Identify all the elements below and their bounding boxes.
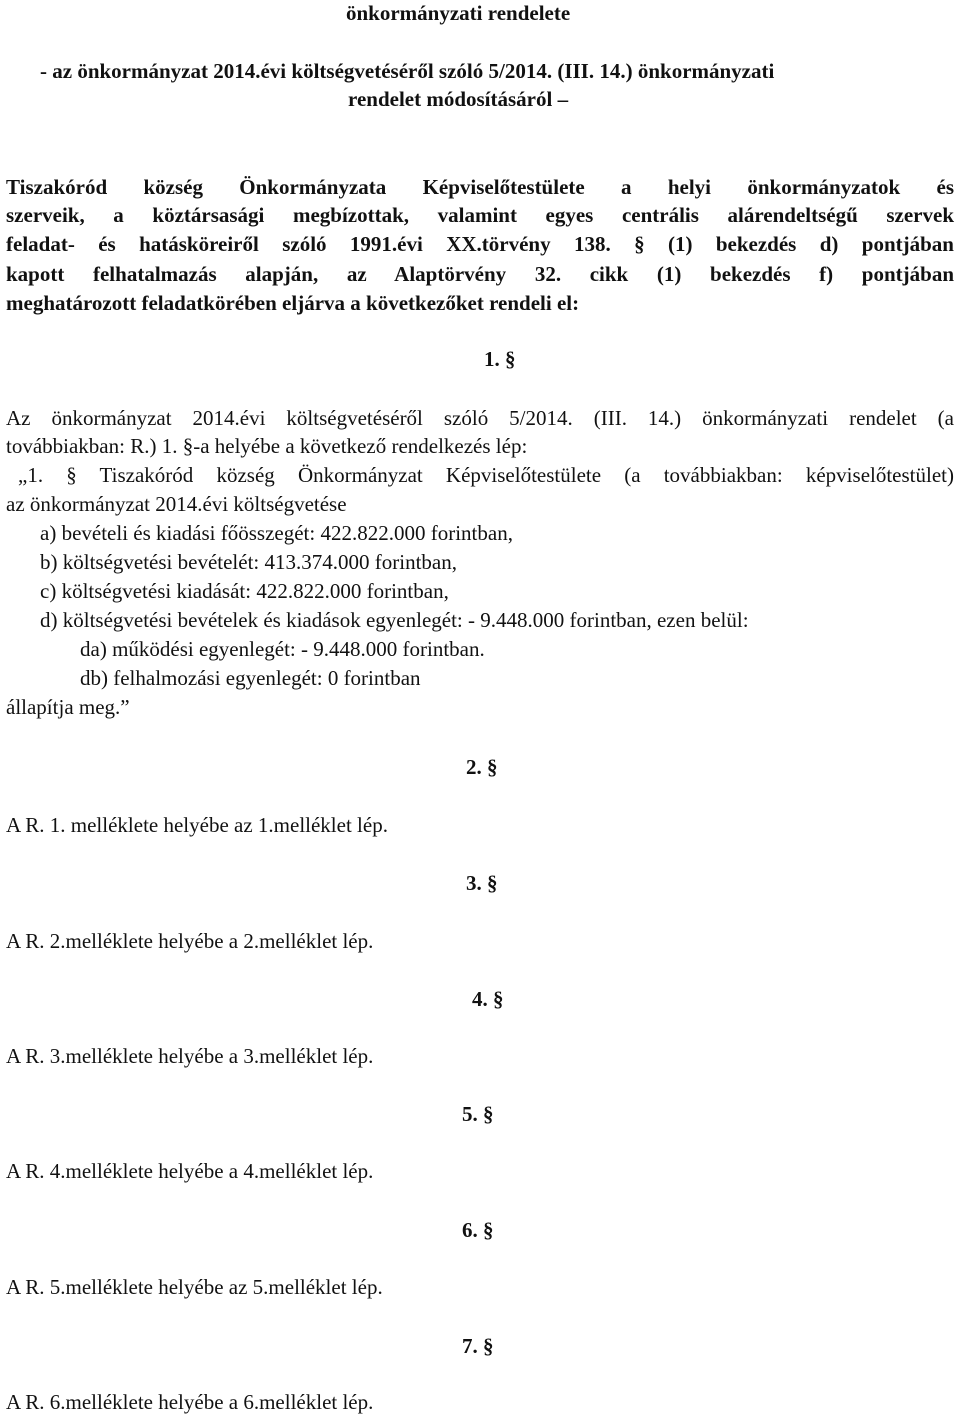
- budget-item-d: d) költségvetési bevételek és kiadások egyenlegét: - 9.448.000 forintban, ezen belül:: [40, 608, 749, 632]
- section-1-intro-line2: továbbiakban: R.) 1. §-a helyébe a következő rendelkezés lép:: [6, 434, 528, 458]
- budget-subitem-da: da) működési egyenlegét: - 9.448.000 forintban.: [80, 637, 485, 661]
- section-4-heading: 4. §: [472, 987, 504, 1011]
- preamble-line: meghatározott feladatkörében eljárva a következőket rendeli el:: [6, 291, 580, 315]
- section-5-text: A R. 4.melléklete helyébe a 4.melléklet lép.: [6, 1159, 374, 1183]
- preamble-line: Tiszakóród község Önkormányzata Képviselőtestülete a helyi önkormányzatok és: [6, 175, 954, 199]
- section-2-text: A R. 1. melléklete helyébe az 1.melléklet lép.: [6, 813, 388, 837]
- section-1-closing: állapítja meg.”: [6, 695, 130, 719]
- budget-item-a: a) bevételi és kiadási főösszegét: 422.822.000 forintban,: [40, 521, 513, 545]
- section-4-text: A R. 3.melléklete helyébe a 3.melléklet lép.: [6, 1044, 374, 1068]
- preamble-line: szerveik, a köztársasági megbízottak, valamint egyes centrális alárendeltségű szervek: [6, 203, 954, 227]
- document-title: önkormányzati rendelete: [346, 1, 571, 25]
- section-1-heading: 1. §: [484, 347, 516, 371]
- section-5-heading: 5. §: [462, 1102, 494, 1126]
- document-subtitle-line1: - az önkormányzat 2014.évi költségvetéséről szóló 5/2014. (III. 14.) önkormányzati: [40, 59, 775, 83]
- section-7-text: A R. 6.melléklete helyébe a 6.melléklet lép.: [6, 1390, 374, 1414]
- section-6-heading: 6. §: [462, 1218, 494, 1242]
- document-subtitle-line2: rendelet módosításáról –: [348, 87, 569, 111]
- section-3-text: A R. 2.melléklete helyébe a 2.melléklet lép.: [6, 929, 374, 953]
- section-1-intro-line1: Az önkormányzat 2014.évi költségvetéséről szóló 5/2014. (III. 14.) önkormányzati rendelet (a: [6, 406, 954, 430]
- section-1-body-line2: az önkormányzat 2014.évi költségvetése: [6, 492, 347, 516]
- preamble-line: kapott felhatalmazás alapján, az Alaptörvény 32. cikk (1) bekezdés f) pontjában: [6, 262, 954, 286]
- section-2-heading: 2. §: [466, 755, 498, 779]
- section-1-body-line1: „1. § Tiszakóród község Önkormányzat Képviselőtestülete (a továbbiakban: képviselőtestület): [18, 463, 954, 487]
- section-6-text: A R. 5.melléklete helyébe az 5.melléklet lép.: [6, 1275, 383, 1299]
- preamble-line: feladat- és hatásköreiről szóló 1991.évi XX.törvény 138. § (1) bekezdés d) pontjában: [6, 232, 954, 256]
- budget-item-b: b) költségvetési bevételét: 413.374.000 forintban,: [40, 550, 457, 574]
- section-3-heading: 3. §: [466, 871, 498, 895]
- budget-subitem-db: db) felhalmozási egyenlegét: 0 forintban: [80, 666, 421, 690]
- budget-item-c: c) költségvetési kiadását: 422.822.000 forintban,: [40, 579, 449, 603]
- section-7-heading: 7. §: [462, 1334, 494, 1358]
